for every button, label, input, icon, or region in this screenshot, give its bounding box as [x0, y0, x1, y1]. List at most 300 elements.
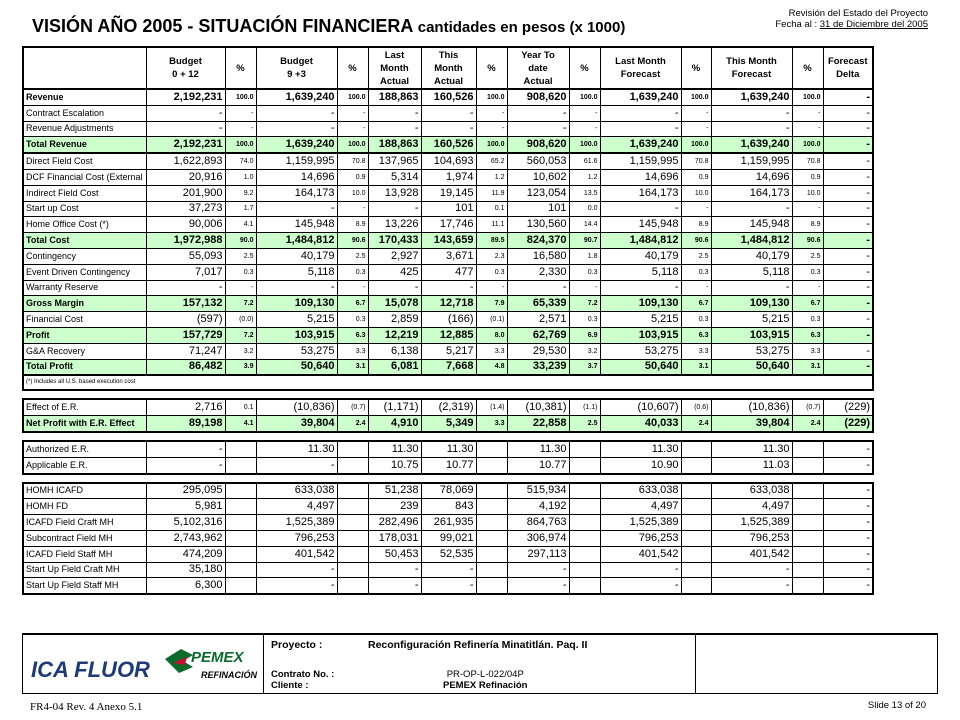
- value-cell: -: [711, 201, 792, 217]
- value-cell: 12,219: [368, 327, 421, 343]
- page-title: [32, 16, 625, 37]
- percent-cell: 0.3: [792, 264, 823, 280]
- value-cell: 50,640: [600, 359, 681, 375]
- percent-cell: 6.3: [681, 327, 711, 343]
- percent-cell: [681, 578, 711, 594]
- percent-cell: 7.9: [476, 296, 507, 312]
- percent-cell: 3.3: [476, 343, 507, 359]
- value-cell: -: [823, 457, 873, 473]
- value-cell: -: [823, 562, 873, 578]
- value-cell: 90,006: [146, 217, 225, 233]
- row-label: HOMH FD: [23, 499, 146, 515]
- percent-cell: [337, 457, 368, 473]
- value-cell: 1,484,812: [256, 233, 337, 249]
- percent-cell: 10.0: [337, 185, 368, 201]
- percent-cell: [476, 562, 507, 578]
- value-cell: 1,525,389: [256, 515, 337, 531]
- percent-cell: [225, 457, 256, 473]
- percent-cell: 65.2: [476, 153, 507, 169]
- value-cell: 130,560: [507, 217, 569, 233]
- value-cell: (229): [823, 399, 873, 415]
- value-cell: 145,948: [600, 217, 681, 233]
- value-cell: 5,215: [600, 312, 681, 328]
- percent-cell: 100.0: [225, 137, 256, 153]
- row-label: Contract Escalation: [23, 105, 146, 121]
- date-line: [775, 19, 928, 30]
- percent-cell: 100.0: [476, 89, 507, 105]
- value-cell: -: [256, 105, 337, 121]
- table-row: [23, 416, 873, 432]
- percent-cell: [792, 457, 823, 473]
- value-cell: 5,981: [146, 499, 225, 515]
- value-cell: 295,095: [146, 483, 225, 499]
- value-cell: 35,180: [146, 562, 225, 578]
- percent-cell: [476, 515, 507, 531]
- row-label: Gross Margin: [23, 296, 146, 312]
- percent-cell: 0.9: [681, 169, 711, 185]
- percent-cell: [569, 457, 600, 473]
- value-cell: -: [256, 280, 337, 296]
- value-cell: 633,038: [256, 483, 337, 499]
- percent-cell: [337, 562, 368, 578]
- form-id: FR4-04 Rev. 4 Anexo 5.1: [30, 701, 143, 713]
- gap-cell: [23, 474, 873, 483]
- percent-cell: -: [792, 201, 823, 217]
- client-label: Cliente :: [271, 680, 309, 691]
- value-cell: 101: [421, 201, 476, 217]
- percent-cell: 1.2: [476, 169, 507, 185]
- percent-cell: 7.2: [569, 296, 600, 312]
- value-cell: 1,974: [421, 169, 476, 185]
- percent-cell: 8.0: [476, 327, 507, 343]
- value-cell: 170,433: [368, 233, 421, 249]
- percent-cell: 0.3: [337, 264, 368, 280]
- percent-cell: 0.9: [337, 169, 368, 185]
- value-cell: 29,530: [507, 343, 569, 359]
- value-cell: -: [711, 105, 792, 121]
- value-cell: 1,159,995: [711, 153, 792, 169]
- value-cell: 2,743,962: [146, 530, 225, 546]
- percent-cell: 3.3: [681, 343, 711, 359]
- value-cell: 157,729: [146, 327, 225, 343]
- value-cell: 1,639,240: [711, 89, 792, 105]
- percent-cell: 1.2: [569, 169, 600, 185]
- value-cell: -: [368, 105, 421, 121]
- row-label: HOMH ICAFD: [23, 483, 146, 499]
- value-cell: 71,247: [146, 343, 225, 359]
- percent-cell: [225, 499, 256, 515]
- row-label: Net Profit with E.R. Effect: [23, 416, 146, 432]
- value-cell: 1,484,812: [711, 233, 792, 249]
- value-cell: 50,640: [711, 359, 792, 375]
- value-cell: 5,215: [256, 312, 337, 328]
- row-label: Total Revenue: [23, 137, 146, 153]
- value-cell: 239: [368, 499, 421, 515]
- value-cell: -: [507, 280, 569, 296]
- percent-cell: 74.0: [225, 153, 256, 169]
- percent-cell: [681, 441, 711, 457]
- percent-cell: [476, 441, 507, 457]
- percent-cell: (1.1): [569, 399, 600, 415]
- value-cell: 53,275: [711, 343, 792, 359]
- value-cell: 17,746: [421, 217, 476, 233]
- percent-cell: -: [225, 280, 256, 296]
- value-cell: 109,130: [256, 296, 337, 312]
- value-cell: 157,132: [146, 296, 225, 312]
- value-cell: 560,053: [507, 153, 569, 169]
- value-cell: 109,130: [600, 296, 681, 312]
- percent-cell: [476, 483, 507, 499]
- value-cell: (229): [823, 416, 873, 432]
- percent-cell: -: [225, 105, 256, 121]
- value-cell: 11.30: [421, 441, 476, 457]
- percent-cell: 6.3: [337, 327, 368, 343]
- row-label: Start Up Field Craft MH: [23, 562, 146, 578]
- percent-cell: [337, 483, 368, 499]
- value-cell: 824,370: [507, 233, 569, 249]
- value-cell: 104,693: [421, 153, 476, 169]
- value-cell: 53,275: [600, 343, 681, 359]
- value-cell: 474,209: [146, 546, 225, 562]
- value-cell: 188,863: [368, 89, 421, 105]
- value-cell: -: [823, 441, 873, 457]
- value-cell: 123,054: [507, 185, 569, 201]
- percent-cell: [225, 530, 256, 546]
- row-label: Authorized E.R.: [23, 441, 146, 457]
- percent-cell: 0.3: [569, 312, 600, 328]
- value-cell: 5,102,316: [146, 515, 225, 531]
- table-row: [23, 201, 873, 217]
- percent-cell: [569, 483, 600, 499]
- value-cell: -: [823, 546, 873, 562]
- percent-cell: 90.6: [792, 233, 823, 249]
- percent-cell: [569, 546, 600, 562]
- row-label: Start up Cost: [23, 201, 146, 217]
- percent-cell: 100.0: [337, 89, 368, 105]
- value-cell: 1,972,988: [146, 233, 225, 249]
- value-cell: 1,639,240: [256, 137, 337, 153]
- ica-fluor-logo: ICA FLUOR: [31, 657, 150, 682]
- gap-cell: [23, 390, 873, 399]
- value-cell: 11.30: [600, 441, 681, 457]
- value-cell: 37,273: [146, 201, 225, 217]
- percent-cell: [337, 530, 368, 546]
- percent-cell: 13.5: [569, 185, 600, 201]
- percent-cell: [681, 515, 711, 531]
- percent-cell: 100.0: [225, 89, 256, 105]
- value-cell: 103,915: [711, 327, 792, 343]
- percent-cell: 0.3: [337, 312, 368, 328]
- percent-cell: 0.3: [681, 312, 711, 328]
- value-cell: (2,319): [421, 399, 476, 415]
- percent-cell: 7.2: [225, 296, 256, 312]
- percent-cell: 8.9: [681, 217, 711, 233]
- table-row: [23, 578, 873, 594]
- table-row: [23, 89, 873, 105]
- percent-cell: 3.2: [225, 343, 256, 359]
- value-cell: 2,927: [368, 248, 421, 264]
- row-label: Warranty Reserve: [23, 280, 146, 296]
- percent-cell: [792, 578, 823, 594]
- column-header: [23, 47, 146, 89]
- percent-cell: [792, 483, 823, 499]
- value-cell: 15,078: [368, 296, 421, 312]
- percent-cell: [225, 546, 256, 562]
- percent-cell: [792, 530, 823, 546]
- percent-cell: [476, 578, 507, 594]
- percent-cell: 0.1: [476, 201, 507, 217]
- value-cell: 11.30: [368, 441, 421, 457]
- value-cell: 5,118: [600, 264, 681, 280]
- value-cell: 7,017: [146, 264, 225, 280]
- contract-client-labels: [271, 669, 334, 691]
- row-label: Indirect Field Cost: [23, 185, 146, 201]
- column-header: Last Month Actual: [368, 47, 421, 89]
- value-cell: 5,314: [368, 169, 421, 185]
- percent-cell: 70.8: [337, 153, 368, 169]
- percent-cell: 11.9: [476, 185, 507, 201]
- value-cell: -: [368, 121, 421, 137]
- value-cell: 11.30: [507, 441, 569, 457]
- table-row: [23, 562, 873, 578]
- percent-cell: 6.7: [337, 296, 368, 312]
- percent-cell: 2.5: [569, 416, 600, 432]
- percent-cell: 4.8: [476, 359, 507, 375]
- value-cell: 160,526: [421, 89, 476, 105]
- percent-cell: 14.4: [569, 217, 600, 233]
- footnote: (*) Includes all U.S. based execution cost: [23, 375, 873, 390]
- table-row: [23, 169, 873, 185]
- value-cell: 78,069: [421, 483, 476, 499]
- row-label: Subcontract Field MH: [23, 530, 146, 546]
- value-cell: 425: [368, 264, 421, 280]
- percent-cell: (0.0): [225, 312, 256, 328]
- percent-cell: -: [476, 280, 507, 296]
- table-row: [23, 343, 873, 359]
- value-cell: -: [823, 578, 873, 594]
- percent-cell: -: [681, 121, 711, 137]
- value-cell: -: [823, 499, 873, 515]
- value-cell: 164,173: [256, 185, 337, 201]
- table-gap-row: [23, 474, 873, 483]
- gap-cell: [23, 432, 873, 441]
- value-cell: 3,671: [421, 248, 476, 264]
- value-cell: 10.77: [421, 457, 476, 473]
- value-cell: 50,453: [368, 546, 421, 562]
- percent-cell: 6.9: [569, 327, 600, 343]
- project-value: Reconfiguración Refinería Minatitlán. Paq. II: [368, 639, 588, 651]
- value-cell: 908,620: [507, 89, 569, 105]
- value-cell: -: [823, 327, 873, 343]
- percent-cell: [225, 562, 256, 578]
- table-row: [23, 499, 873, 515]
- value-cell: 843: [421, 499, 476, 515]
- column-header: Year To date Actual: [507, 47, 569, 89]
- value-cell: 4,910: [368, 416, 421, 432]
- contract-label: Contrato No. :: [271, 669, 335, 680]
- column-header: Last Month Forecast: [600, 47, 681, 89]
- column-header: %: [569, 47, 600, 89]
- value-cell: 6,138: [368, 343, 421, 359]
- value-cell: 796,253: [711, 530, 792, 546]
- percent-cell: 0.3: [476, 264, 507, 280]
- value-cell: 297,113: [507, 546, 569, 562]
- value-cell: 39,804: [711, 416, 792, 432]
- value-cell: -: [823, 515, 873, 531]
- value-cell: -: [421, 105, 476, 121]
- table-row: [23, 280, 873, 296]
- percent-cell: -: [476, 121, 507, 137]
- value-cell: -: [368, 280, 421, 296]
- value-cell: 908,620: [507, 137, 569, 153]
- percent-cell: [225, 578, 256, 594]
- title-subtitle: cantidades en pesos (x 1000): [417, 19, 626, 36]
- percent-cell: (1.4): [476, 399, 507, 415]
- row-label: Revenue Adjustments: [23, 121, 146, 137]
- value-cell: 40,179: [256, 248, 337, 264]
- percent-cell: 6.3: [792, 327, 823, 343]
- percent-cell: 100.0: [476, 137, 507, 153]
- row-label: ICAFD Field Craft MH: [23, 515, 146, 531]
- value-cell: -: [823, 89, 873, 105]
- value-cell: -: [823, 296, 873, 312]
- value-cell: 10,602: [507, 169, 569, 185]
- value-cell: (10,607): [600, 399, 681, 415]
- value-cell: 2,571: [507, 312, 569, 328]
- percent-cell: -: [337, 121, 368, 137]
- footnote-row: [23, 375, 873, 390]
- value-cell: -: [823, 153, 873, 169]
- percent-cell: 100.0: [337, 137, 368, 153]
- percent-cell: 3.1: [681, 359, 711, 375]
- percent-cell: 70.8: [792, 153, 823, 169]
- value-cell: 40,179: [711, 248, 792, 264]
- table-row: [23, 399, 873, 415]
- row-label: Event Driven Contingency: [23, 264, 146, 280]
- client-value: PEMEX Refinación: [443, 680, 528, 691]
- percent-cell: [337, 441, 368, 457]
- percent-cell: 90.6: [681, 233, 711, 249]
- percent-cell: 0.3: [792, 312, 823, 328]
- value-cell: 2,192,231: [146, 137, 225, 153]
- footer-box: [22, 633, 938, 694]
- value-cell: 14,696: [711, 169, 792, 185]
- table-row: [23, 457, 873, 473]
- percent-cell: 7.2: [225, 327, 256, 343]
- value-cell: 14,696: [256, 169, 337, 185]
- table-row: [23, 233, 873, 249]
- percent-cell: [681, 530, 711, 546]
- row-label: Total Profit: [23, 359, 146, 375]
- value-cell: 103,915: [600, 327, 681, 343]
- percent-cell: 2.4: [792, 416, 823, 432]
- value-cell: -: [421, 121, 476, 137]
- table-row: [23, 264, 873, 280]
- value-cell: 178,031: [368, 530, 421, 546]
- percent-cell: [569, 441, 600, 457]
- value-cell: 4,497: [711, 499, 792, 515]
- percent-cell: -: [569, 280, 600, 296]
- value-cell: 13,928: [368, 185, 421, 201]
- value-cell: -: [421, 578, 476, 594]
- percent-cell: -: [792, 121, 823, 137]
- table-row: [23, 546, 873, 562]
- percent-cell: -: [476, 105, 507, 121]
- project-label: Proyecto :: [271, 639, 323, 651]
- financial-table: [22, 46, 874, 595]
- value-cell: (597): [146, 312, 225, 328]
- percent-cell: 3.3: [476, 416, 507, 432]
- table-row: [23, 185, 873, 201]
- date-value: 31 de Diciembre del 2005: [819, 19, 928, 30]
- value-cell: 2,330: [507, 264, 569, 280]
- value-cell: 55,093: [146, 248, 225, 264]
- value-cell: -: [368, 201, 421, 217]
- percent-cell: 3.2: [569, 343, 600, 359]
- percent-cell: 3.1: [792, 359, 823, 375]
- percent-cell: 8.9: [337, 217, 368, 233]
- value-cell: 13,226: [368, 217, 421, 233]
- percent-cell: 4.1: [225, 217, 256, 233]
- value-cell: -: [711, 562, 792, 578]
- percent-cell: 10.0: [792, 185, 823, 201]
- column-header: %: [476, 47, 507, 89]
- table-row: [23, 296, 873, 312]
- row-label: ICAFD Field Staff MH: [23, 546, 146, 562]
- value-cell: 6,081: [368, 359, 421, 375]
- percent-cell: 0.3: [225, 264, 256, 280]
- value-cell: -: [600, 121, 681, 137]
- value-cell: 5,215: [711, 312, 792, 328]
- value-cell: 1,639,240: [711, 137, 792, 153]
- percent-cell: 3.1: [337, 359, 368, 375]
- value-cell: -: [823, 137, 873, 153]
- value-cell: 53,275: [256, 343, 337, 359]
- value-cell: 51,238: [368, 483, 421, 499]
- value-cell: 10.75: [368, 457, 421, 473]
- column-header: This Month Actual: [421, 47, 476, 89]
- row-label: Contingency: [23, 248, 146, 264]
- percent-cell: 100.0: [681, 89, 711, 105]
- percent-cell: [569, 530, 600, 546]
- percent-cell: 2.5: [681, 248, 711, 264]
- table-row: [23, 483, 873, 499]
- percent-cell: [792, 441, 823, 457]
- table-row: [23, 153, 873, 169]
- value-cell: (1,171): [368, 399, 421, 415]
- value-cell: 11.30: [256, 441, 337, 457]
- value-cell: 864,763: [507, 515, 569, 531]
- value-cell: 62,769: [507, 327, 569, 343]
- percent-cell: [225, 515, 256, 531]
- value-cell: 515,934: [507, 483, 569, 499]
- row-label: Home Office Cost (*): [23, 217, 146, 233]
- percent-cell: 6.7: [681, 296, 711, 312]
- value-cell: (10,836): [256, 399, 337, 415]
- percent-cell: [569, 578, 600, 594]
- table-row: [23, 137, 873, 153]
- percent-cell: 1.8: [569, 248, 600, 264]
- value-cell: 477: [421, 264, 476, 280]
- value-cell: 5,118: [711, 264, 792, 280]
- value-cell: 19,145: [421, 185, 476, 201]
- column-header: Forecast Delta: [823, 47, 873, 89]
- percent-cell: 2.5: [225, 248, 256, 264]
- value-cell: 401,542: [711, 546, 792, 562]
- value-cell: 6,300: [146, 578, 225, 594]
- percent-cell: [476, 546, 507, 562]
- percent-cell: [681, 546, 711, 562]
